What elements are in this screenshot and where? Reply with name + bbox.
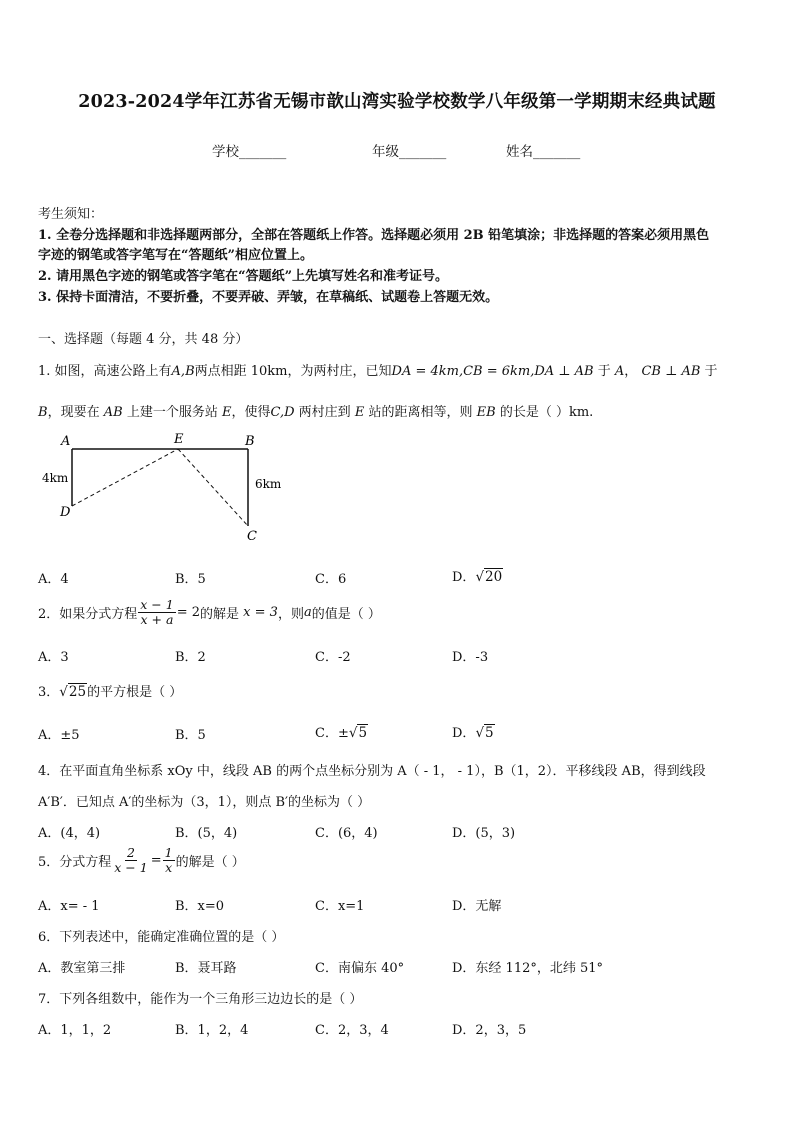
q6-option-b: B．聂耳路 [175,961,237,976]
q2-stem: 2．如果分式方程 $\frac{x - 1}{x + a}$ = 2 的解是 x = 3 ，则 a 的值是（ ） [38,597,381,627]
q4-option-a: A．(4，4) [38,826,101,841]
q5-fraction-left: $\frac{2}{x - 1}$ [114,845,148,875]
q1-option-c: C．6 [315,572,347,587]
q4-line2: A′B′．已知点 A′的坐标为（3，1），则点 B′的坐标为（ ） [38,795,371,810]
q5-option-b: B．x=0 [175,899,225,914]
q1-option-b: B．5 [175,572,206,587]
label-a: A [61,434,71,449]
q2-option-b: B．2 [175,650,206,665]
segment-de [72,449,178,506]
school-field: 学校_______ [212,144,287,160]
label-b: B [245,434,255,449]
grade-field: 年级_______ [372,144,447,160]
q7-option-b: B．1，2，4 [175,1023,249,1038]
label-e: E [174,432,184,447]
q7-stem: 7．下列各组数中，能作为一个三角形三边边长的是（ ） [38,992,363,1007]
notice-item-3: 3. 保持卡面清洁，不要折叠，不要弄破、弄皱，在草稿纸、试题卷上答题无效。 [38,290,499,305]
q7-option-c: C．2，3，4 [315,1023,389,1038]
q4-line1: 4．在平面直角坐标系 xOy 中，线段 AB 的两个点坐标分别为 A（ - 1， - 1），B（1，2）．平移线段 AB，得到线段 [38,764,706,779]
label-d: D [60,505,71,520]
q1-figure [38,430,298,550]
q6-option-c: C．南偏东 40° [315,961,405,976]
label-6km: 6km [255,477,282,491]
q7-option-d: D．2，3，5 [452,1023,527,1038]
q3-option-c: C．±√5 [315,725,368,741]
q2-option-c: C．-2 [315,650,351,665]
q5-fraction-right: $\frac{1}{x}$ [164,845,173,875]
notice-item-2: 2. 请用黑色字迹的钢笔或答字笔在“答题纸”上先填写姓名和准考证号。 [38,269,449,284]
label-c: C [247,529,257,544]
q4-option-c: C．(6，4) [315,826,378,841]
q3-option-a: A．±5 [38,728,80,743]
q3-option-d: D．√5 [452,725,494,741]
name-field: 姓名_______ [506,144,581,160]
section-heading: 一、选择题（每题 4 分，共 48 分） [38,332,249,347]
q4-option-d: D．(5，3) [452,826,516,841]
q2-option-d: D．-3 [452,650,489,665]
segment-ec [178,449,248,526]
q7-option-a: A．1，1，2 [38,1023,112,1038]
q6-option-d: D．东经 112°，北纬 51° [452,961,604,976]
q1-line2: B，现要在 AB 上建一个服务站 E，使得C,D 两村庄到 E 站的距离相等，则 EB 的长是（ ）km. [38,405,594,420]
q2-fraction: $\frac{x - 1}{x + a}$ [140,597,174,627]
notice-item-1: 1. 全卷分选择题和非选择题两部分，全部在答题纸上作答。选择题必须用 2B 铅笔填涂；非选择题的答案必须用黑色 [38,228,710,243]
q5-option-d: D．无解 [452,899,502,914]
q1-option-a: A．4 [38,572,69,587]
q6-stem: 6．下列表述中，能确定准确位置的是（ ） [38,930,285,945]
q6-option-a: A．教室第三排 [38,961,126,976]
q2-option-a: A．3 [38,650,69,665]
q5-option-a: A．x= - 1 [38,899,100,914]
q1-line1: 1. 如图，高速公路上有A,B两点相距 10km，为两村庄，已知DA = 4km,CB = 6km,DA ⊥ AB 于 A， CB ⊥ AB 于 [38,364,718,379]
label-4km: 4km [42,471,69,485]
q3-stem: 3．√25的平方根是（ ） [38,684,183,700]
q1-option-d: D．√20 [452,569,503,585]
q5-stem: 5．分式方程 $\frac{2}{x - 1}$ = $\frac{1}{x}$ 的解是（ ） [38,845,245,875]
notice-item-1-cont: 字迹的钢笔或答字笔写在“答题纸”相应位置上。 [38,248,313,263]
page-title: 2023-2024学年江苏省无锡市歆山湾实验学校数学八年级第一学期期末经典试题 [78,92,716,112]
q5-option-c: C．x=1 [315,899,365,914]
q4-option-b: B．(5，4) [175,826,238,841]
q3-option-b: B．5 [175,728,206,743]
notice-heading: 考生须知： [38,207,104,222]
